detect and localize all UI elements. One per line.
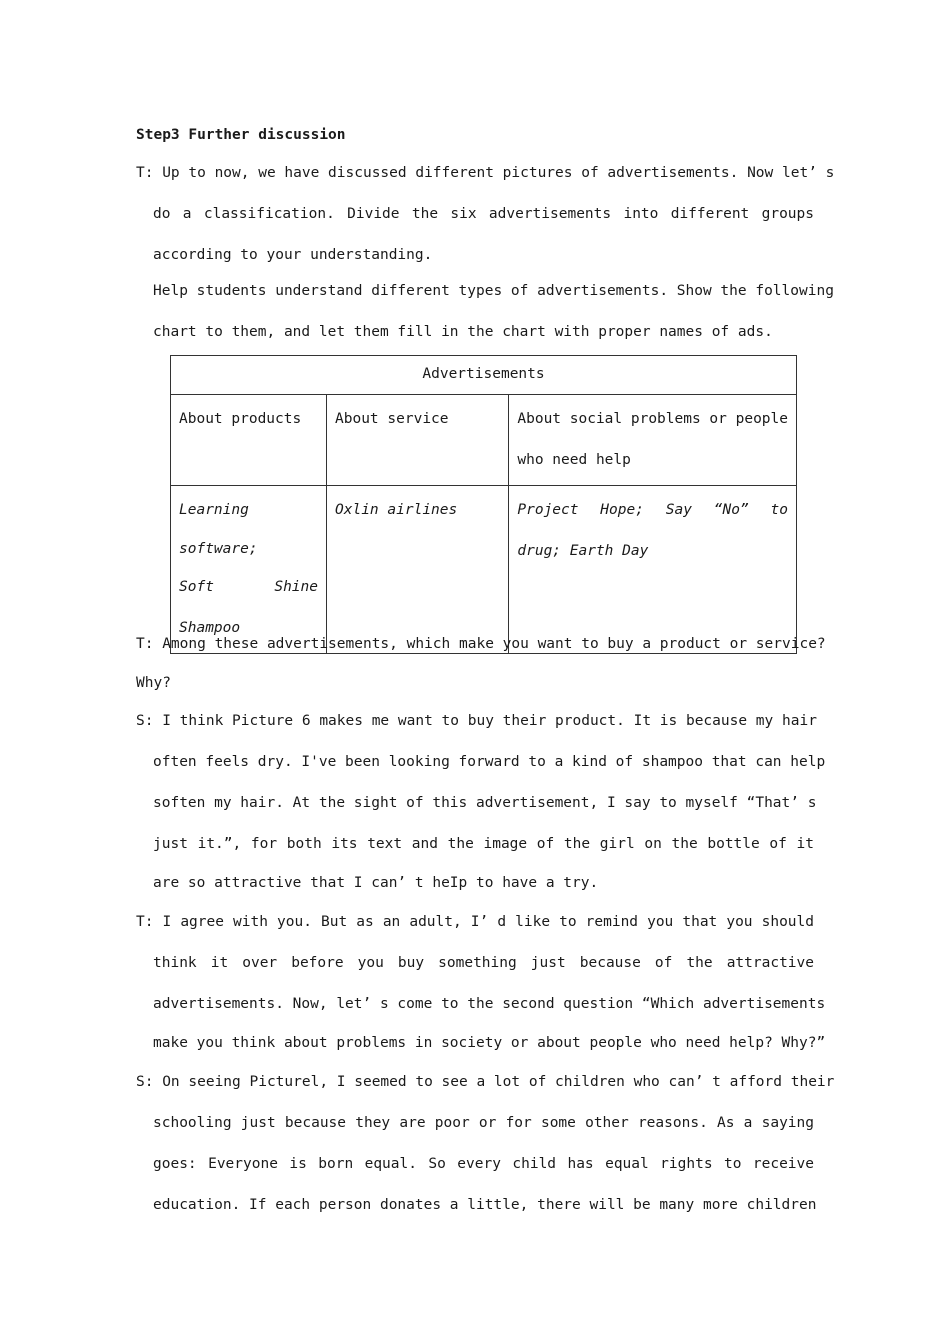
- paragraph-line: T: Up to now, we have discussed different pictures of advertisements. Now let’ s: [136, 165, 835, 181]
- paragraph-line: just it.”, for both its text and the image of the girl on the bottle of it: [153, 836, 814, 852]
- paragraph-line: S: On seeing Picturel, I seemed to see a lot of children who can’ t afford their: [136, 1074, 835, 1090]
- teacher-question-1: [136, 624, 826, 701]
- instruction-paragraph: [136, 271, 834, 353]
- header-line: About social problems or people: [517, 411, 788, 427]
- table-title: Advertisements: [171, 356, 797, 395]
- table-header-service: About service: [327, 395, 509, 486]
- paragraph-line: soften my hair. At the sight of this advertisement, I say to myself “That’ s: [153, 795, 817, 811]
- paragraph-line: are so attractive that I can’ t heIp to have a try.: [153, 875, 599, 891]
- paragraph-line: Help students understand different types of advertisements. Show the following: [153, 283, 834, 299]
- paragraph-line: goes: Everyone is born equal. So every child has equal rights to receive: [153, 1156, 814, 1172]
- paragraph-line: schooling just because they are poor or for some other reasons. As a saying: [153, 1115, 814, 1131]
- table-cell-service: Oxlin airlines: [327, 486, 509, 654]
- student-answer-1: [136, 701, 826, 901]
- paragraph-line: often feels dry. I've been looking forward to a kind of shampoo that can help: [153, 754, 826, 770]
- cell-line: drug; Earth Day: [517, 543, 649, 559]
- paragraph-line: chart to them, and let them fill in the chart with proper names of ads.: [153, 324, 773, 340]
- table-header-social: [509, 395, 797, 486]
- cell-line: Shampoo: [179, 620, 241, 636]
- table-header-products: About products: [171, 395, 327, 486]
- cell-line: Learning: [179, 502, 249, 518]
- paragraph-line: according to your understanding.: [153, 247, 433, 263]
- paragraph-line: make you think about problems in society or about people who need help? Why?”: [153, 1035, 826, 1051]
- paragraph-line: T: Among these advertisements, which make you want to buy a product or service?: [136, 636, 826, 652]
- header-line: who need help: [517, 452, 631, 468]
- paragraph-line: S: I think Picture 6 makes me want to buy their product. It is because my hair: [136, 713, 817, 729]
- paragraph-line: think it over before you buy something just because of the attractive: [153, 955, 814, 971]
- cell-line: software;: [179, 541, 258, 557]
- paragraph-line: education. If each person donates a little, there will be many more children: [153, 1197, 817, 1213]
- teacher-intro-paragraph: [136, 153, 835, 276]
- paragraph-line: Why?: [136, 675, 171, 691]
- section-heading: Step3 Further discussion: [136, 127, 346, 143]
- paragraph-line: T: I agree with you. But as an adult, I’ d like to remind you that you should: [136, 914, 814, 930]
- teacher-question-2: [136, 902, 826, 1061]
- cell-line: Project Hope; Say “No” to: [517, 502, 788, 518]
- advertisements-table: [170, 355, 797, 654]
- student-answer-2: [136, 1062, 835, 1226]
- paragraph-line: advertisements. Now, let’ s come to the second question “Which advertisements: [153, 996, 826, 1012]
- paragraph-line: do a classification. Divide the six advertisements into different groups: [153, 206, 814, 222]
- cell-line: Soft Shine: [179, 579, 319, 595]
